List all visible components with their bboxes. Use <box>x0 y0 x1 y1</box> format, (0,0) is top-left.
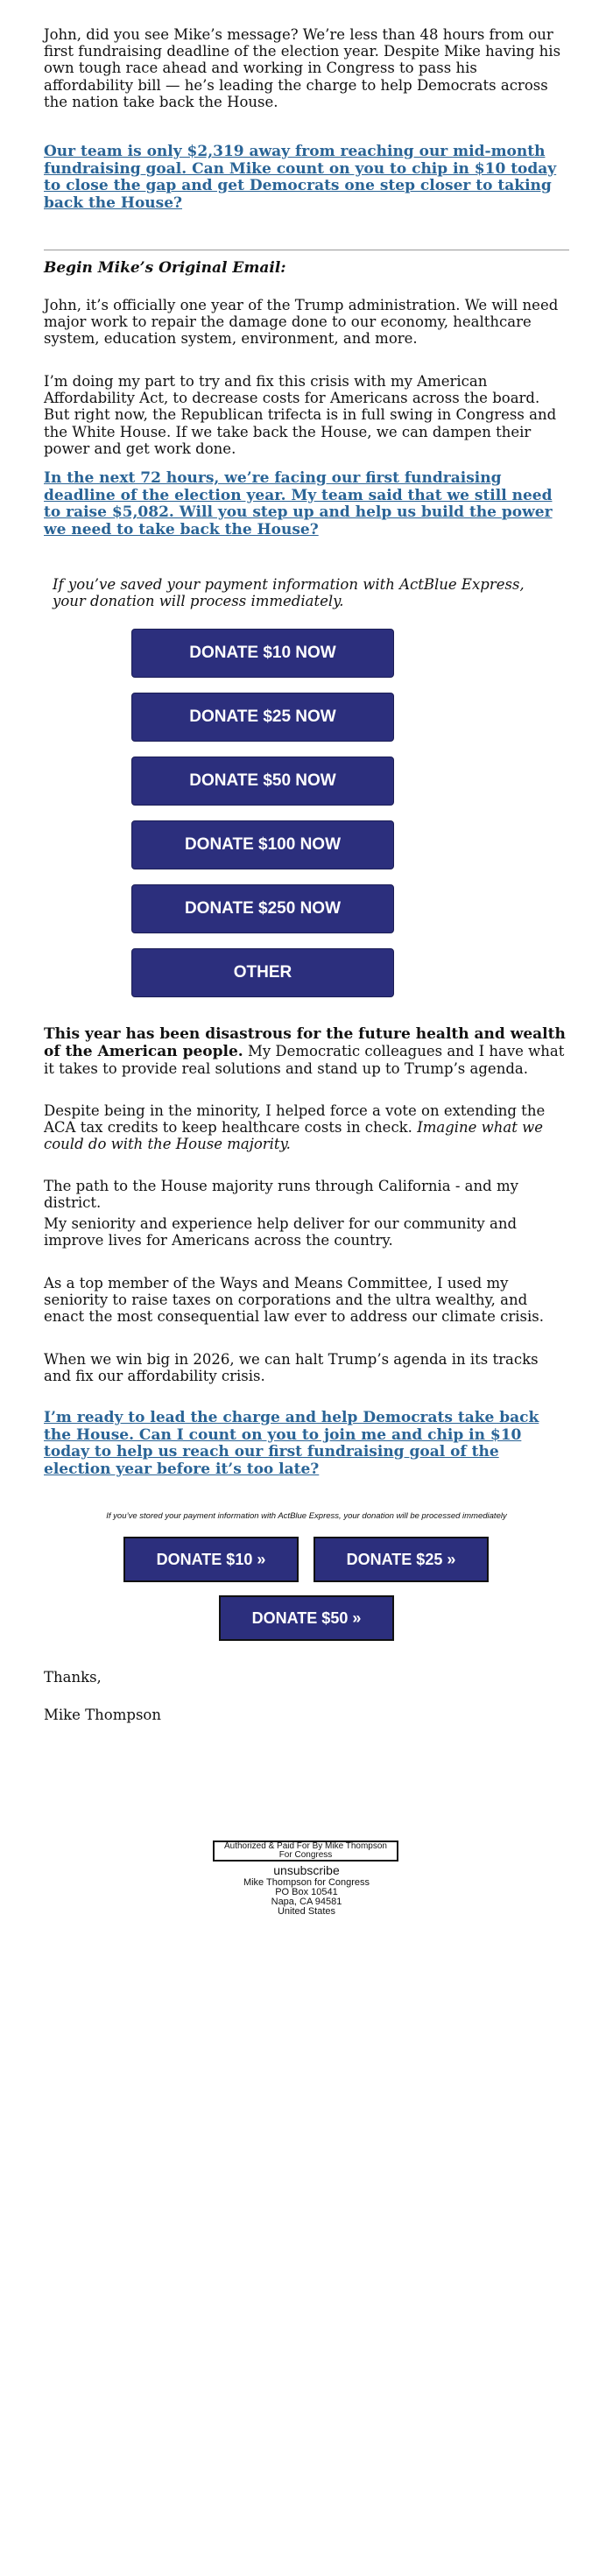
body-paragraph-1-rest: My Democratic colleagues and I have what it takes to provide real solutions and stand up to Trump’s agenda. <box>44 1043 565 1078</box>
body-paragraph-2 <box>44 1102 569 1153</box>
body-paragraph-4: My seniority and experience help deliver for our community and improve lives for Americans across the country. <box>44 1215 518 1249</box>
donate-25-button[interactable]: DONATE $25 NOW <box>131 693 394 742</box>
small-donate-10-button[interactable]: DONATE $10 » <box>123 1537 299 1582</box>
footer-org: Mike Thompson for Congress <box>243 1877 370 1888</box>
intro-donate-link[interactable]: Our team is only $2,319 away from reaching our mid-month fundraising goal. Can Mike count on you to chip in $10 today to close the gap and get Democrats one step closer to taking back the House? <box>44 143 557 212</box>
closing-donate-link[interactable]: I’m ready to lead the charge and help Democrats take back the House. Can I count on you to join me and chip in $10 today to help us reach our first fundraising goal of the election year before it’s too late? <box>44 1409 539 1478</box>
footer-po-box: PO Box 10541 <box>275 1887 338 1897</box>
original-paragraph-2: I’m doing my part to try and fix this crisis with my American Affordability Act, to decrease costs for Americans across the board. But right now, the Republican trifecta is in full swing in Congress and the White House. If we take back the House, we can dampen their power and get work done. <box>44 373 557 457</box>
donate-250-button[interactable]: DONATE $250 NOW <box>131 884 394 933</box>
small-donate-25-button[interactable]: DONATE $25 » <box>314 1537 489 1582</box>
footer-city: Napa, CA 94581 <box>271 1897 342 1907</box>
donate-50-button[interactable]: DONATE $50 NOW <box>131 757 394 806</box>
actblue-express-note: If you’ve saved your payment information with ActBlue Express, your donation will process immediately. <box>53 576 525 610</box>
body-paragraph-2-start: Despite being in the minority, I helped force a vote on extending the ACA tax credits to keep healthcare costs in check. <box>44 1102 546 1137</box>
donate-100-button[interactable]: DONATE $100 NOW <box>131 820 394 869</box>
small-actblue-note: If you’ve stored your payment information with ActBlue Express, your donation will be processed immediately <box>106 1511 507 1521</box>
donate-10-button[interactable]: DONATE $10 NOW <box>131 629 394 678</box>
body-paragraph-6: When we win big in 2026, we can halt Trump’s agenda in its tracks and fix our affordability crisis. <box>44 1351 539 1385</box>
body-paragraph-1-bold: This year has been disastrous for the future health and wealth of the American people. <box>44 1025 566 1061</box>
body-paragraph-3: The path to the House majority runs through California - and my district. <box>44 1178 518 1212</box>
body-paragraph-5: As a top member of the Ways and Means Committee, I used my seniority to raise taxes on corporations and the ultra wealthy, and enact the most consequential law ever to address our climate crisis. <box>44 1275 544 1326</box>
unsubscribe-link[interactable]: unsubscribe <box>273 1863 340 1877</box>
deadline-donate-link[interactable]: In the next 72 hours, we’re facing our first fundraising deadline of the election year. My team said that we still need to raise $5,082. Will you step up and help us build the power we need to take back the House? <box>44 469 553 538</box>
donate-other-button[interactable]: OTHER <box>131 948 394 997</box>
signoff-thanks: Thanks, <box>44 1669 102 1686</box>
signoff-name: Mike Thompson <box>44 1707 161 1723</box>
original-email-heading: Begin Mike’s Original Email: <box>44 259 286 277</box>
paid-for-box: Authorized & Paid For By Mike Thompson For Congress <box>213 1841 398 1862</box>
intro-paragraph: John, did you see Mike’s message? We’re less than 48 hours from our first fundraising deadline of the election year. Despite Mike having his own tough race ahead and working in Congress to pass his affordability bill — he’s leading the charge to help Democrats across the nation take back the House. <box>44 26 561 110</box>
footer-country: United States <box>277 1906 336 1917</box>
small-donate-50-button[interactable]: DONATE $50 » <box>219 1595 394 1641</box>
body-paragraph-1 <box>44 1025 569 1078</box>
body-paragraph-2-italic: Imagine what we could do with the House majority. <box>44 1119 544 1153</box>
original-paragraph-1: John, it’s officially one year of the Trump administration. We will need major work to repair the damage done to our economy, healthcare system, education system, environment, and more. <box>44 297 559 348</box>
